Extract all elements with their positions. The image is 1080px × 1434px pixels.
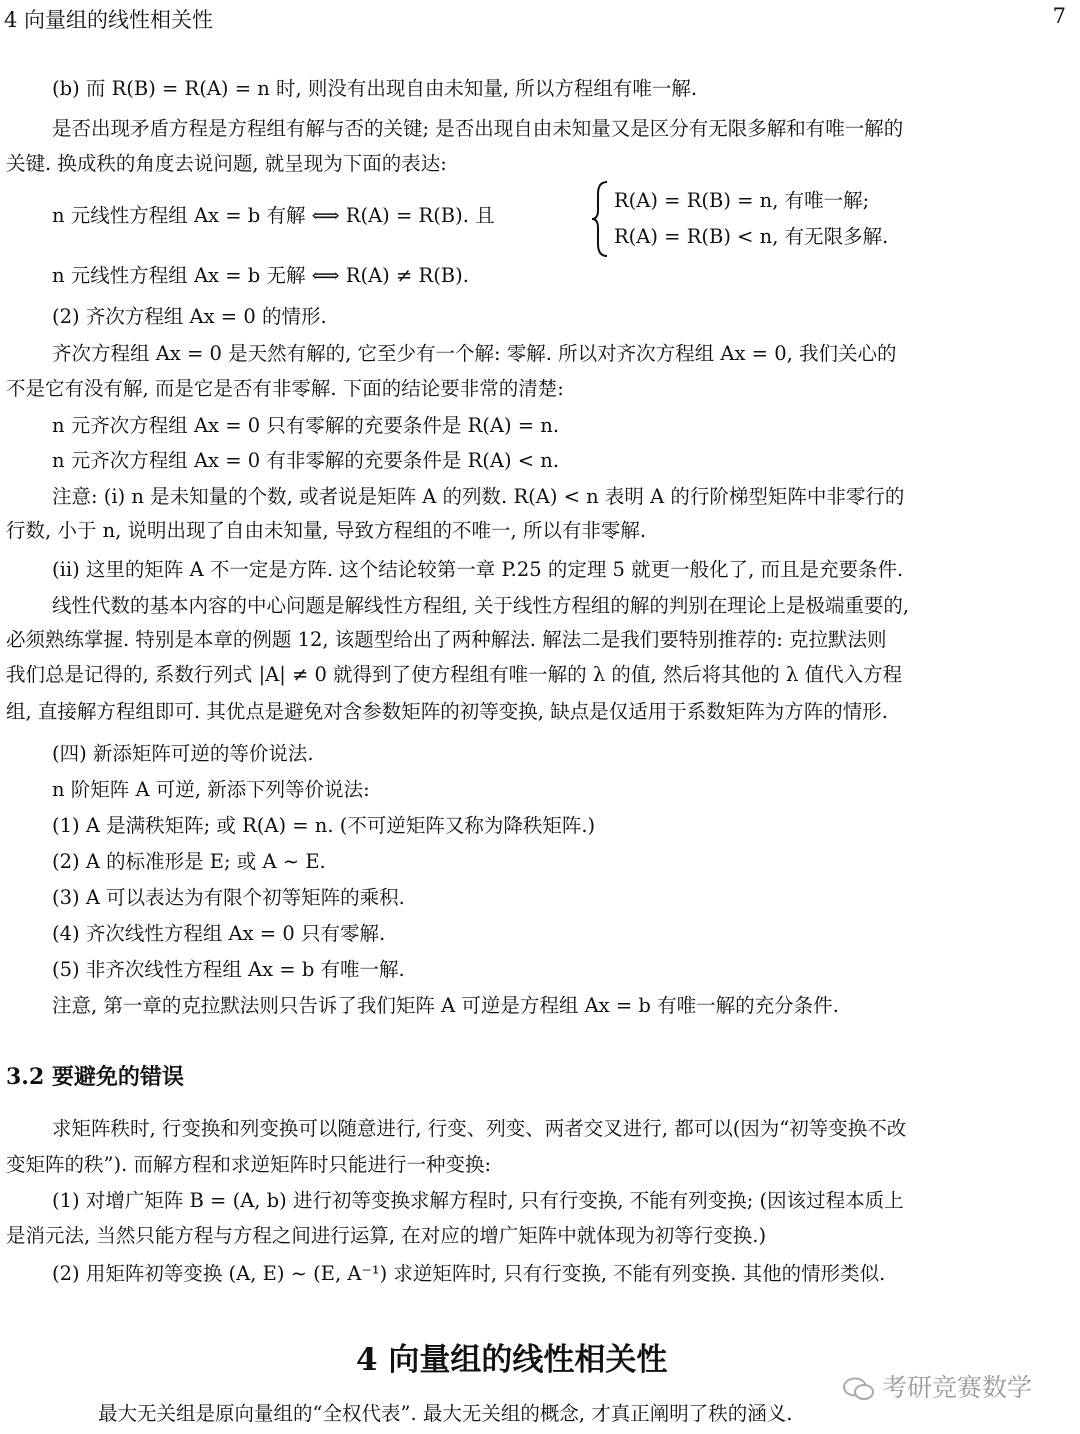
paragraph-line: 组, 直接解方程组即可. 其优点是避免对含参数矩阵的初等变换, 缺点是仅适用于系数矩阵为方阵的情形. [6, 700, 888, 723]
chapter-heading: 4 向量组的线性相关性 [356, 1342, 668, 1378]
list-item: (3) A 可以表达为有限个初等矩阵的乘积. [52, 886, 405, 909]
list-item: (2) A 的标准形是 E; 或 A ∼ E. [52, 850, 326, 873]
case-line: R(A) = R(B) < n, 有无限多解. [614, 225, 889, 248]
watermark-text: 考研竞赛数学 [882, 1373, 1033, 1402]
paragraph-line: 求矩阵秩时, 行变换和列变换可以随意进行, 行变、列变、两者交叉进行, 都可以(因为“初等变换不改 [52, 1117, 907, 1140]
paragraph-line: 关键. 换成秩的角度去说问题, 就呈现为下面的表达: [6, 152, 447, 175]
list-item: (4) 齐次线性方程组 Ax = 0 只有零解. [52, 922, 386, 945]
case-line: R(A) = R(B) = n, 有唯一解; [614, 189, 870, 212]
paragraph-line: 不是它有没有解, 而是它是否有非零解. 下面的结论要非常的清楚: [6, 377, 564, 400]
paragraph-line: 是否出现矛盾方程是方程组有解与否的关键; 是否出现自由未知量又是区分有无限多解和有唯一解的 [52, 117, 904, 140]
watermark [842, 1368, 1032, 1404]
paragraph-line: (ii) 这里的矩阵 A 不一定是方阵. 这个结论较第一章 P.25 的定理 5 就更一般化了, 而且是充要条件. [52, 558, 904, 581]
paragraph-line: n 元齐次方程组 Ax = 0 有非零解的充要条件是 R(A) < n. [52, 449, 560, 472]
paragraph-line: n 元线性方程组 Ax = b 无解 ⟺ R(A) ≠ R(B). [52, 264, 469, 287]
paragraph-line: 变矩阵的秩”). 而解方程和求逆矩阵时只能进行一种变换: [6, 1153, 492, 1176]
wechat-icon [842, 1377, 876, 1401]
paragraph-line: 注意, 第一章的克拉默法则只告诉了我们矩阵 A 可逆是方程组 Ax = b 有唯一解的充分条件. [52, 994, 839, 1017]
paragraph-line: n 元线性方程组 Ax = b 有解 ⟺ R(A) = R(B). 且 [52, 204, 495, 227]
paragraph-line: 最大无关组是原向量组的“全权代表”. 最大无关组的概念, 才真正阐明了秩的涵义. [98, 1402, 793, 1425]
paragraph-line: 线性代数的基本内容的中心问题是解线性方程组, 关于线性方程组的解的判别在理论上是极端重要的, [52, 594, 910, 617]
list-item: (1) A 是满秩矩阵; 或 R(A) = n. (不可逆矩阵又称为降秩矩阵.) [52, 814, 596, 837]
paragraph-line: (1) 对增广矩阵 B = (A, b) 进行初等变换求解方程时, 只有行变换, 不能有列变换; (因该过程本质上 [52, 1189, 904, 1212]
paragraph-line: (四) 新添矩阵可逆的等价说法. [52, 742, 314, 765]
paragraph-line: n 元齐次方程组 Ax = 0 只有零解的充要条件是 R(A) = n. [52, 414, 560, 437]
paragraph-line: 齐次方程组 Ax = 0 是天然有解的, 它至少有一个解: 零解. 所以对齐次方程组 Ax = 0, 我们关心的 [52, 342, 897, 365]
paragraph-line: 注意: (i) n 是未知量的个数, 或者说是矩阵 A 的列数. R(A) < n 表明 A 的行阶梯型矩阵中非零行的 [52, 485, 905, 508]
paragraph-line: n 阶矩阵 A 可逆, 新添下列等价说法: [52, 778, 370, 801]
page-number: 7 [1052, 4, 1066, 28]
paragraph-line: 是消元法, 当然只能方程与方程之间进行运算, 在对应的增广矩阵中就体现为初等行变换.) [6, 1224, 767, 1247]
running-header [4, 4, 1066, 30]
paragraph-line: 我们总是记得的, 系数行列式 |A| ≠ 0 就得到了使方程组有唯一解的 λ 的值, 然后将其他的 λ 值代入方程 [6, 663, 903, 686]
paragraph-line: 行数, 小于 n, 说明出现了自由未知量, 导致方程组的不唯一, 所以有非零解. [6, 519, 647, 542]
paragraph-line: 必须熟练掌握. 特别是本章的例题 12, 该题型给出了两种解法. 解法二是我们要特别推荐的: 克拉默法则 [6, 628, 887, 651]
paragraph-line: (2) 用矩阵初等变换 (A, E) ∼ (E, A⁻¹) 求逆矩阵时, 只有行变换, 不能有列变换. 其他的情形类似. [52, 1262, 886, 1285]
paragraph-line: (2) 齐次方程组 Ax = 0 的情形. [52, 305, 327, 328]
paragraph-line: (b) 而 R(B) = R(A) = n 时, 则没有出现自由未知量, 所以方程组有唯一解. [52, 77, 698, 100]
header-chapter-title: 4 向量组的线性相关性 [4, 8, 214, 32]
left-brace [590, 180, 610, 258]
section-heading: 3.2 要避免的错误 [6, 1064, 184, 1090]
list-item: (5) 非齐次线性方程组 Ax = b 有唯一解. [52, 958, 405, 981]
